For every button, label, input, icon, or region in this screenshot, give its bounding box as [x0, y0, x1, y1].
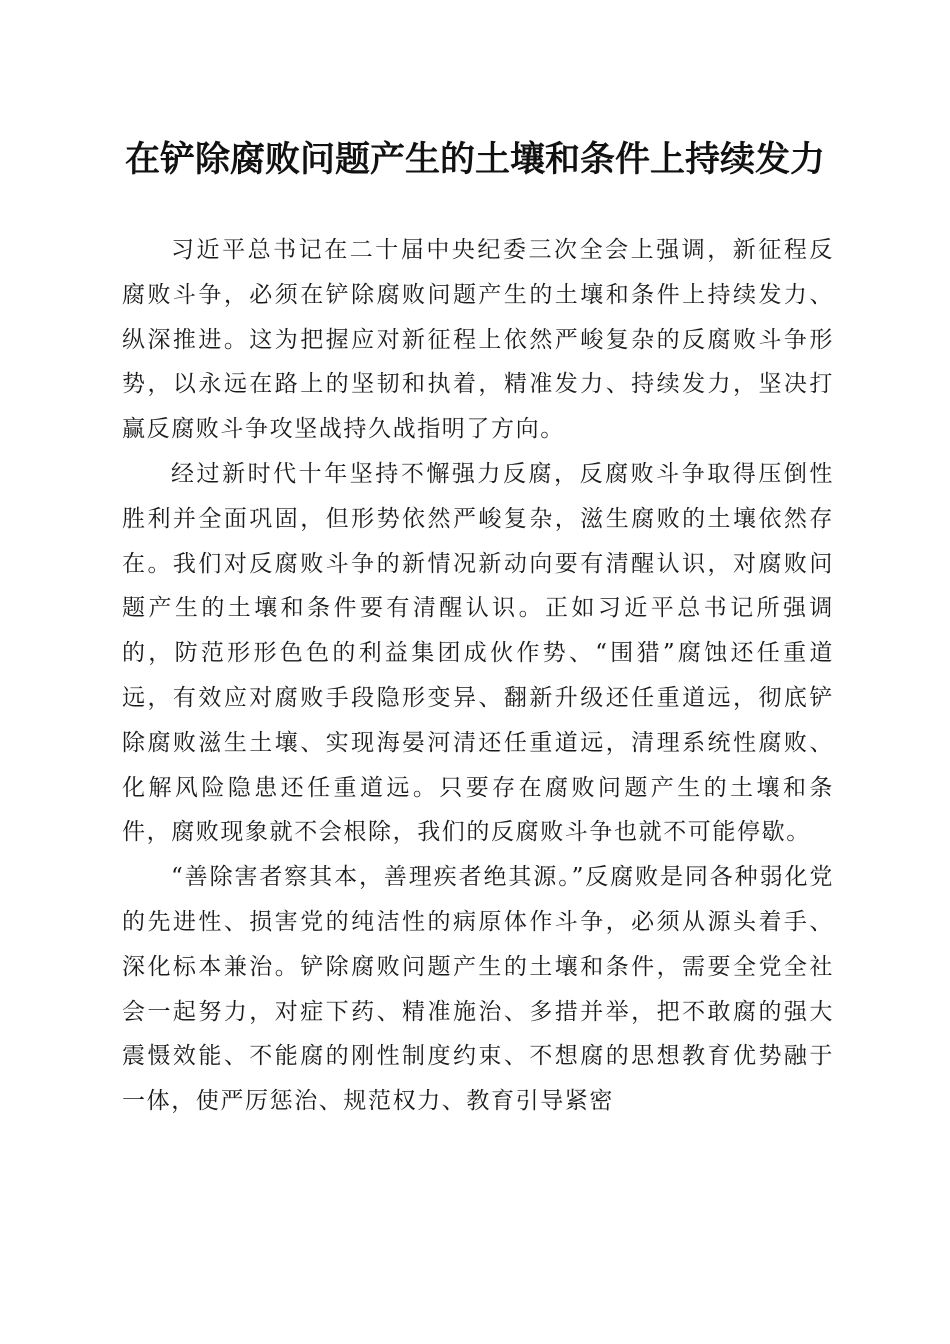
paragraph-1: 习近平总书记在二十届中央纪委三次全会上强调，新征程反腐败斗争，必须在铲除腐败问题产生的土壤和条件上持续发力、纵深推进。这为把握应对新征程上依然严峻复杂的反腐败斗争形势，以永远在路上的坚韧和执着，精准发力、持续发力，坚决打赢反腐败斗争攻坚战持久战指明了方向。	[122, 237, 834, 443]
paragraph-2: 经过新时代十年坚持不懈强力反腐，反腐败斗争取得压倒性胜利并全面巩固，但形势依然严峻复杂，滋生腐败的土壤依然存在。我们对反腐败斗争的新情况新动向要有清醒认识，对腐败问题产生的土壤和条件要有清醒认识。正如习近平总书记所强调的，防范形形色色的利益集团成伙作势、“围猎”腐蚀还任重道远，有效应对腐败手段隐形变异、翻新升级还任重道远，彻底铲除腐败滋生土壤、实现海晏河清还任重道远，清理系统性腐败、化解风险隐患还任重道远。只要存在腐败问题产生的土壤和条件，腐败现象就不会根除，我们的反腐败斗争也就不可能停歇。	[122, 460, 834, 846]
paragraph-3: “善除害者察其本，善理疾者绝其源。”反腐败是同各种弱化党的先进性、损害党的纯洁性的病原体作斗争，必须从源头着手、深化标本兼治。铲除腐败问题产生的土壤和条件，需要全党全社会一起努力，对症下药、精准施治、多措并举，把不敢腐的强大震慑效能、不能腐的刚性制度约束、不想腐的思想教育优势融于一体，使严厉惩治、规范权力、教育引导紧密	[122, 864, 834, 1115]
document-title: 在铲除腐败问题产生的土壤和条件上持续发力	[124, 139, 825, 180]
document-body	[122, 228, 834, 1124]
